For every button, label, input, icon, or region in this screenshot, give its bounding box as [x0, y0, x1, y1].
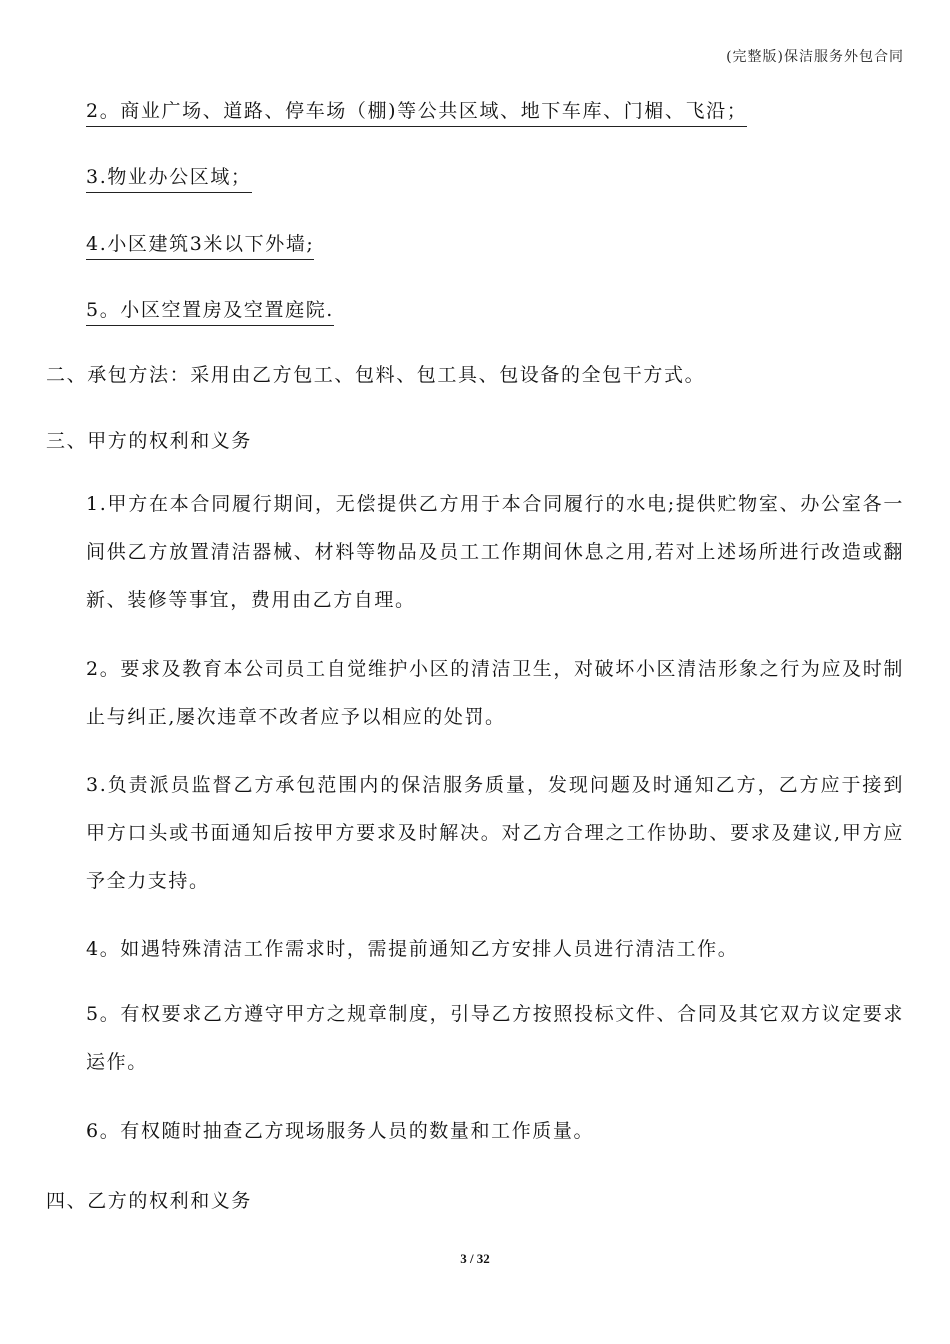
scope-item-text: 5。小区空置房及空置庭院.	[86, 295, 334, 326]
party-a-clause: 2。要求及教育本公司员工自觉维护小区的清洁卫生，对破坏小区清洁形象之行为应及时制止与纠正,屡次违章不改者应予以相应的处罚。	[86, 658, 904, 728]
party-a-clause: 6。有权随时抽查乙方现场服务人员的数量和工作质量。	[86, 1120, 595, 1142]
scope-item-text: 3.物业办公区域；	[86, 162, 252, 193]
section-heading-party-b: 四、乙方的权利和义务	[46, 1190, 253, 1212]
party-a-clause: 3.负责派员监督乙方承包范围内的保洁服务质量，发现问题及时通知乙方，乙方应于接到甲方口头或书面通知后按甲方要求及时解决。对乙方合理之工作协助、要求及建议,甲方应予全力支持。	[86, 774, 904, 892]
scope-item	[86, 229, 314, 260]
section-heading-party-a: 三、甲方的权利和义务	[46, 430, 253, 452]
scope-item	[86, 162, 252, 193]
scope-item	[86, 295, 334, 326]
scope-item-text: 4.小区建筑3米以下外墙;	[86, 229, 314, 260]
document-header: (完整版)保洁服务外包合同	[726, 49, 904, 65]
scope-item-text: 2。商业广场、道路、停车场（棚)等公共区域、地下车库、门楣、飞沿；	[86, 96, 747, 127]
party-a-clause: 1.甲方在本合同履行期间，无偿提供乙方用于本合同履行的水电;提供贮物室、办公室各一间供乙方放置清洁器械、材料等物品及员工工作期间休息之用,若对上述场所进行改造或翻新、装修等事宜，费用由乙方自理。	[86, 493, 904, 611]
scope-item	[86, 96, 747, 127]
party-a-clause: 4。如遇特殊清洁工作需求时，需提前通知乙方安排人员进行清洁工作。	[86, 938, 739, 960]
party-a-clause: 5。有权要求乙方遵守甲方之规章制度，引导乙方按照投标文件、合同及其它双方议定要求运作。	[86, 1003, 904, 1073]
page-number: 3 / 32	[460, 1251, 490, 1266]
section-contract-method: 二、承包方法：采用由乙方包工、包料、包工具、包设备的全包干方式。	[46, 364, 706, 386]
